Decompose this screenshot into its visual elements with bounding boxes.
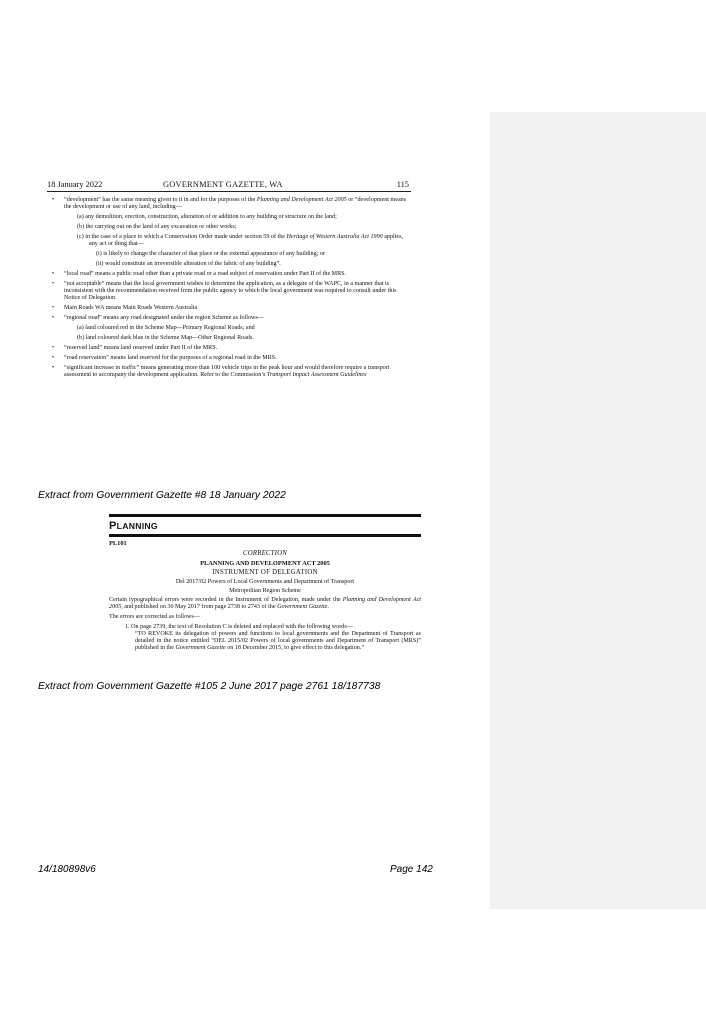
gazette-extract-2022 [47,180,411,382]
page-number: Page 142 [390,864,433,875]
notice-code: PL101 [109,540,127,547]
gazette-header [47,180,411,192]
definition-text-segment: Main Roads WA means Main Roads Western Australia [64,305,198,312]
definition-text-segment: (c) in the case of a place to which a Conservation Order made under section 59 of the [77,233,287,240]
section-heading-rest: LANNING [116,521,158,531]
definition-text-segment: “local road” means a public road other than a private road or a road subject of reservation under Part II of the MRS. [64,270,347,277]
caption-gazette-2022: Extract from Government Gazette #8 18 January 2022 [38,490,286,501]
correction-text-segment: . [327,604,329,611]
correction-text-segment: Government Gazette [277,604,328,611]
definition-text-segment: (ii) would constitute an irreversible alteration of the fabric of any building”. [96,261,281,268]
definition-text-segment: “road reservation” means land reserved for the purposes of a regional road in the MRS. [64,354,277,361]
definition-text-segment: (a) any demolition, erection, construction, alteration of or addition to any building or structure on the land; [77,214,337,221]
caption-gazette-2017: Extract from Government Gazette #105 2 June 2017 page 2761 18/187738 [38,681,381,692]
definition-text-segment: Planning and Development Act 2005 [256,197,347,203]
heading-rule-bottom [109,534,421,537]
definition-text-segment: “significant increase in traffic” means generating more than 100 vehicle trips in the peak hour and would therefore require a transport assessment to accompany the development application. Refer to the Commission’s [64,364,390,378]
scheme-name: Metropolitan Region Scheme [229,587,301,594]
gazette-definitions-list [47,192,411,379]
definition-item [47,315,411,322]
replacement-quote [109,631,421,652]
definition-text-segment: “development” has the same meaning given to it in and for the purposes of the [64,197,257,203]
quote-text-segment: Government Gazette [175,644,226,651]
definition-text-segment: “not acceptable” means that the local government wishes to determine the application, as a delegate of the WAPC, in a manner that is inconsistent with the recommendation received from the public agency to which the local government was required to consult under this Notice of Delegation. [64,280,397,302]
definition-item [47,271,411,278]
correction-text-segment: , and published on 30 May 2017 from page 2738 to 2743 of the [121,604,278,611]
gazette-page-number: 115 [396,180,409,189]
definition-item [47,234,411,249]
correction-paragraph [109,597,421,611]
definition-item [47,251,411,258]
definition-text-segment: (a) land coloured red in the Scheme Map—Primary Regional Roads; and [77,325,255,332]
definition-text-segment: (b) the carrying out on the land of any excavation or other works; [77,224,237,231]
definition-text-segment: or “development means the development or use of any land, including— [64,197,407,211]
document-reference: 14/180898v6 [38,864,96,875]
definition-item [47,355,411,362]
gazette-title: GOVERNMENT GAZETTE, WA [163,180,283,189]
correction-label: CORRECTION [243,549,287,557]
definition-item [47,365,411,380]
definition-item [47,325,411,332]
definition-item [47,305,411,312]
comment-sidebar [490,112,706,909]
gazette-date: 18 January 2022 [47,180,103,189]
definition-text-segment: applies, any act or thing that— [89,233,403,248]
section-heading [109,517,421,534]
correction-item-1: 1. On page 2739, the text of Resolution C is deleted and replaced with the following words— [125,624,353,631]
correction-text-segment: Certain typographical errors were recorded in the Instrument of Delegation, made under the [109,597,343,604]
definition-item [47,335,411,342]
act-title: PLANNING AND DEVELOPMENT ACT 2005 [200,559,330,567]
section-heading-initial: P [109,520,117,532]
definition-text-segment: (i) is likely to change the character of that place or the external appearance of any building; or [96,251,325,258]
quote-text-segment: on 18 December 2015, to give effect to this delegation.” [225,644,365,651]
quote-text-segment: “TO REVOKE its delegation of powers and functions to local governments and the Department of Transport as detailed in the notice entitled “DEL 2015/02 Powers of local governments and Department of Transport (MRS)” published in the [135,631,421,651]
delegation-title: Del 2017/02 Powers of Local Governments and Department of Transport [175,578,355,585]
definition-item [47,224,411,231]
definition-item [47,345,411,352]
correction-text-segment: Planning and Development Act 2005 [109,597,421,611]
instrument-title: INSTRUMENT OF DELEGATION [212,568,318,576]
definition-text-segment: Heritage of Western Australia Act 1990 [286,233,383,240]
definition-item [47,261,411,268]
definition-text-segment: “regional road” means any road designated under the region Scheme as follows— [64,315,264,322]
definition-text-segment: (b) land coloured dark blue in the Scheme Map—Other Regional Roads. [77,334,254,341]
gazette-extract-2017 [109,514,421,652]
definition-text-segment: “reserved land” means land reserved under Part II of the MRS. [64,344,218,351]
errors-intro: The errors are corrected as follows— [109,614,200,621]
definition-item [47,281,411,303]
definition-item [47,197,411,212]
definition-text-segment: Transport Impact Assessment Guidelines [266,371,367,378]
definition-item [47,214,411,221]
